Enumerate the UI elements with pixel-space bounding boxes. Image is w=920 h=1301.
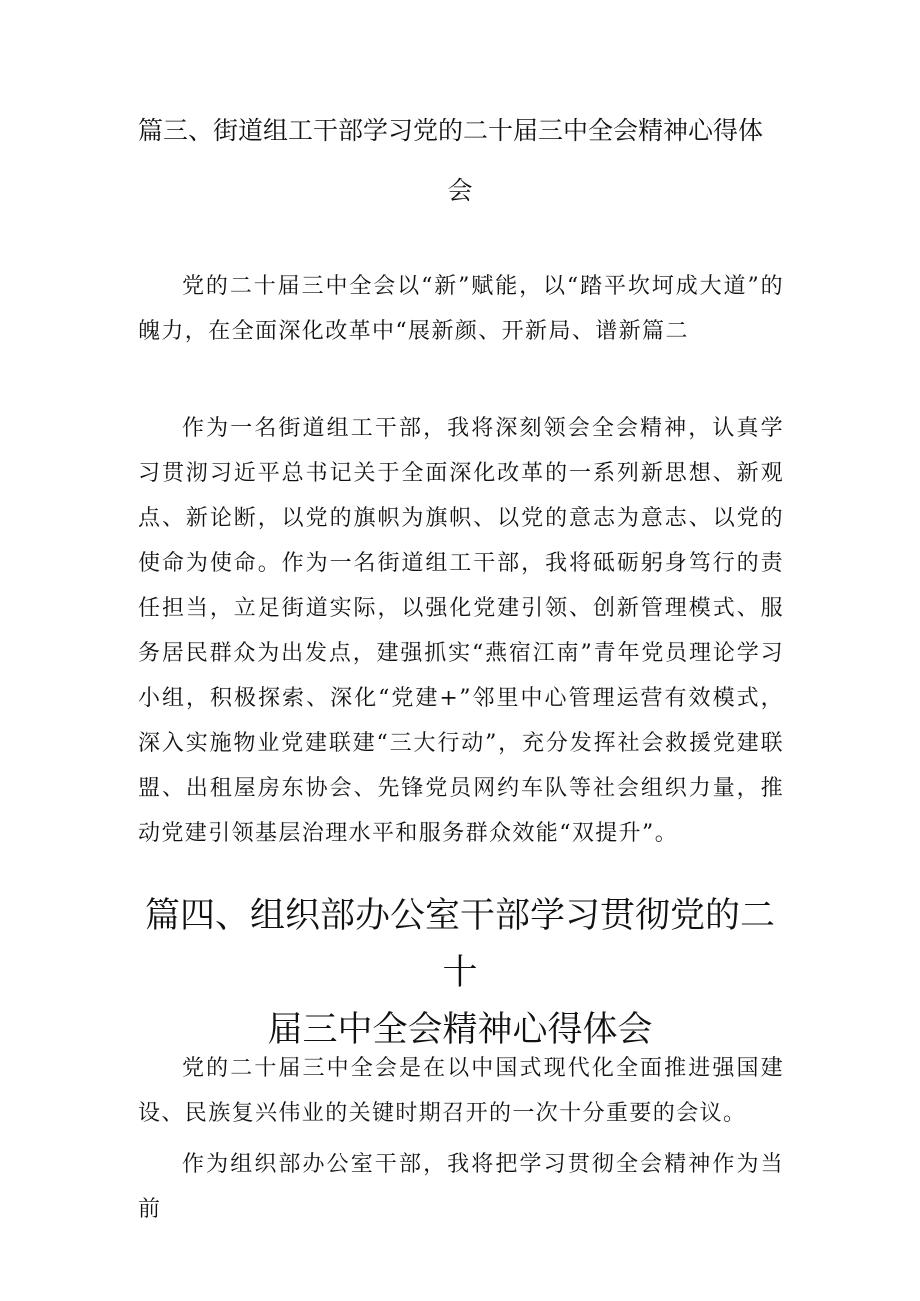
section4-paragraph-1: 党的二十届三中全会是在以中国式现代化全面推进强国建设、民族复兴伟业的关键时期召开的一次十分重要的会议。: [138, 1056, 784, 1126]
section3-paragraph-1: 党的二十届三中全会以“新”赋能，以“踏平坎坷成大道”的魄力，在全面深化改革中“展新颜、开新局、谱新篇二: [138, 274, 784, 344]
section4-title-line2: 届三中全会精神心得体会: [267, 1010, 653, 1050]
section3-title: [138, 116, 782, 206]
section3-title-line1: 篇三、街道组工干部学习党的二十届三中全会精神心得体: [138, 116, 764, 145]
section4-paragraph-2: 作为组织部办公室干部，我将把学习贯彻全会精神作为当前: [138, 1152, 784, 1222]
section4-title: [138, 888, 782, 1059]
section3-title-line2: 会: [447, 176, 473, 205]
section3-paragraph-2: 作为一名街道组工干部，我将深刻领会全会精神，认真学习贯沏习近平总书记关于全面深化改革的一系列新思想、新观点、新论断，以党的旗帜为旗帜、以党的意志为意志、以党的使命为使命。作为一名街道组工干部，我将砥砺躬身笃行的责任担当，立足街道实际，以强化党建引领、创新管理模式、服务居民群众为出发点，建强抓实“燕宿江南”青年党员理论学习小组，积极探索、深化“党建+”邻里中心管理运营有效模式，深入实施物业党建联建“三大行动”，充分发挥社会救援党建联盟、出租屋房东协会、先锋党员网约车队等社会组织力量，推动党建引领基层治理水平和服务群众效能“双提升”。: [138, 416, 784, 846]
section4-title-line1: 篇四、组织部办公室干部学习贯彻党的二十: [144, 896, 775, 993]
